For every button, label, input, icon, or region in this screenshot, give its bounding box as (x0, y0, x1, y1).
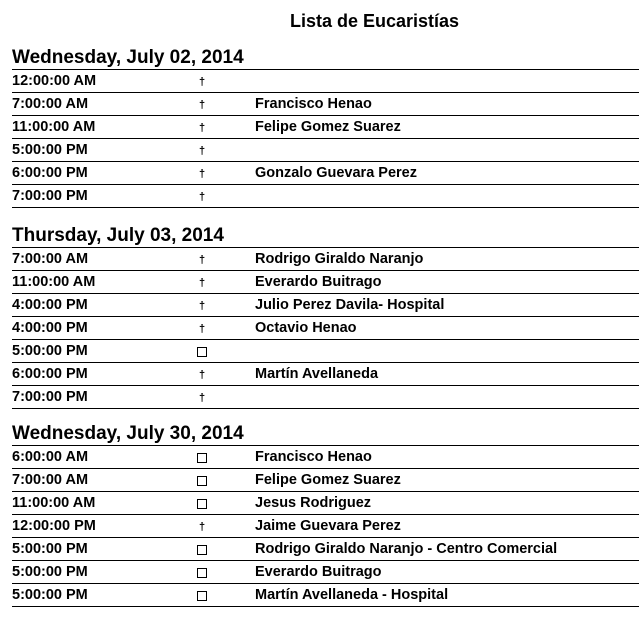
schedule-row (12, 340, 639, 363)
priest-name: Martín Avellaneda - Hospital (255, 587, 449, 603)
mass-time: 11:00:00 AM (12, 119, 96, 135)
mass-time: 5:00:00 PM (12, 587, 88, 603)
priest-name: Rodrigo Giraldo Naranjo - Centro Comercial (255, 541, 558, 557)
cross-icon: † (198, 392, 206, 404)
cross-icon: † (198, 76, 206, 88)
priest-name: Francisco Henao (255, 449, 372, 465)
schedule-row (12, 317, 639, 340)
priest-name: Francisco Henao (255, 96, 372, 112)
checkbox-icon (196, 492, 208, 514)
priest-name: Martín Avellaneda (255, 366, 379, 382)
cross-icon: † (198, 277, 206, 289)
schedule-row (12, 271, 639, 294)
day-section (12, 224, 639, 409)
mass-time: 7:00:00 PM (12, 188, 88, 204)
schedule-row (12, 139, 639, 162)
mass-time: 5:00:00 PM (12, 564, 88, 580)
cross-icon: † (198, 521, 206, 533)
cross-icon: † (198, 99, 206, 111)
schedule-row (12, 185, 639, 208)
cross-icon: † (198, 254, 206, 266)
mass-time: 4:00:00 PM (12, 320, 88, 336)
priest-name: Octavio Henao (255, 320, 357, 336)
schedule-row (12, 70, 639, 93)
schedule-row (12, 492, 639, 515)
mass-time: 6:00:00 PM (12, 366, 88, 382)
checkbox-icon (196, 584, 208, 606)
checkbox-icon (196, 561, 208, 583)
day-section (12, 422, 639, 607)
cross-icon: † (198, 323, 206, 335)
schedule-row (12, 515, 639, 538)
priest-name: Rodrigo Giraldo Naranjo (255, 251, 424, 267)
day-header: Wednesday, July 30, 2014 (12, 422, 639, 446)
schedule-row (12, 386, 639, 409)
day-section (12, 46, 639, 208)
mass-time: 11:00:00 AM (12, 274, 96, 290)
cross-icon: † (198, 145, 206, 157)
schedule-row (12, 363, 639, 386)
priest-name: Julio Perez Davila- Hospital (255, 297, 445, 313)
mass-time: 6:00:00 PM (12, 165, 88, 181)
checkbox-icon (196, 340, 208, 362)
mass-time: 4:00:00 PM (12, 297, 88, 313)
schedule-row (12, 294, 639, 317)
schedule-row (12, 162, 639, 185)
checkbox-icon (196, 446, 208, 468)
cross-icon: † (198, 191, 206, 203)
schedule-row (12, 538, 639, 561)
priest-name: Jaime Guevara Perez (255, 518, 401, 534)
cross-icon: † (198, 168, 206, 180)
cross-icon: † (198, 369, 206, 381)
mass-time: 7:00:00 PM (12, 389, 88, 405)
mass-time: 5:00:00 PM (12, 541, 88, 557)
mass-time: 5:00:00 PM (12, 343, 88, 359)
priest-name: Everardo Buitrago (255, 274, 382, 290)
schedule-row (12, 561, 639, 584)
cross-icon: † (198, 300, 206, 312)
day-header: Wednesday, July 02, 2014 (12, 46, 639, 70)
checkbox-icon (196, 538, 208, 560)
priest-name: Felipe Gomez Suarez (255, 472, 401, 488)
page-title: Lista de Eucaristías (289, 11, 460, 31)
schedule-row (12, 248, 639, 271)
mass-time: 7:00:00 AM (12, 251, 89, 267)
mass-time: 12:00:00 PM (12, 518, 96, 534)
mass-time: 7:00:00 AM (12, 96, 89, 112)
schedule-row (12, 116, 639, 139)
priest-name: Gonzalo Guevara Perez (255, 165, 417, 181)
mass-time: 6:00:00 AM (12, 449, 89, 465)
checkbox-icon (196, 469, 208, 491)
schedule-row (12, 584, 639, 607)
mass-time: 11:00:00 AM (12, 495, 96, 511)
day-header: Thursday, July 03, 2014 (12, 224, 639, 248)
schedule-row (12, 469, 639, 492)
mass-time: 5:00:00 PM (12, 142, 88, 158)
mass-time: 7:00:00 AM (12, 472, 89, 488)
schedule-row (12, 93, 639, 116)
priest-name: Jesus Rodriguez (255, 495, 372, 511)
schedule-row (12, 446, 639, 469)
priest-name: Felipe Gomez Suarez (255, 119, 401, 135)
cross-icon: † (198, 122, 206, 134)
priest-name: Everardo Buitrago (255, 564, 382, 580)
mass-time: 12:00:00 AM (12, 73, 97, 89)
